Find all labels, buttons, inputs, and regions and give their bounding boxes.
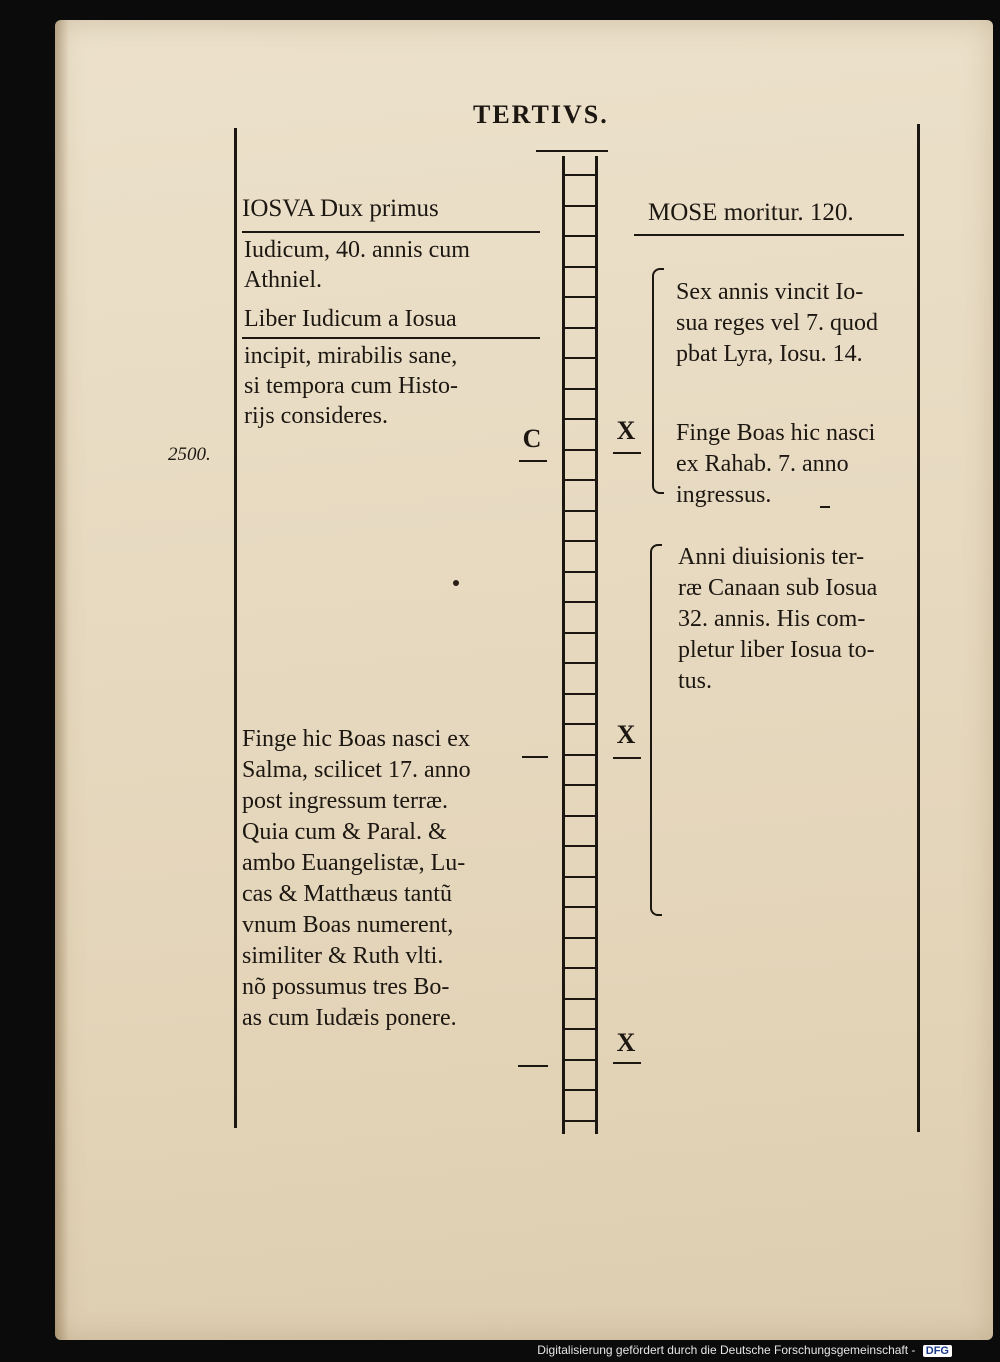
ladder-rung bbox=[565, 418, 595, 420]
text-line: nõ possumus tres Bo- bbox=[242, 974, 450, 1000]
text-line: rijs consideres. bbox=[244, 403, 388, 429]
ladder-rung bbox=[565, 754, 595, 756]
ladder-rung bbox=[565, 815, 595, 817]
text-line: post ingressum terræ. bbox=[242, 788, 448, 814]
right-heading: MOSE moritur. 120. bbox=[648, 199, 854, 226]
ladder-rung bbox=[565, 937, 595, 939]
left-block2-underline bbox=[242, 337, 540, 339]
x-marker-3: X bbox=[616, 1028, 636, 1057]
x-marker-2-bar bbox=[613, 757, 641, 759]
ladder-rung bbox=[565, 540, 595, 542]
c-marker: C bbox=[522, 424, 542, 453]
right-heading-underline bbox=[634, 234, 904, 236]
ladder-rung bbox=[565, 723, 595, 725]
left-tick bbox=[518, 1065, 548, 1067]
text-line: Salma, scilicet 17. anno bbox=[242, 757, 471, 783]
text-line: as cum Iudæis ponere. bbox=[242, 1005, 457, 1031]
right-block1 bbox=[676, 277, 878, 370]
left-column-rule bbox=[234, 128, 237, 1128]
left-block2-heading: Liber Iudicum a Iosua bbox=[244, 306, 457, 332]
left-heading-underline bbox=[242, 231, 540, 233]
footer-text: Digitalisierung gefördert durch die Deutsche Forschungsgemeinschaft - bbox=[537, 1343, 916, 1357]
ladder-rung bbox=[565, 662, 595, 664]
ladder-rung bbox=[565, 998, 595, 1000]
ladder-left-rail bbox=[562, 156, 565, 1134]
ladder-rung bbox=[565, 601, 595, 603]
ladder-rung bbox=[565, 1120, 595, 1122]
year-marker: 2500. bbox=[168, 444, 211, 465]
text-line: si tempora cum Histo- bbox=[244, 373, 458, 399]
text-line: sua reges vel 7. quod bbox=[676, 310, 878, 336]
ladder-rung bbox=[565, 967, 595, 969]
ladder-rung bbox=[565, 571, 595, 573]
ladder-rung bbox=[565, 1028, 595, 1030]
ink-spot bbox=[453, 580, 459, 586]
left-heading: IOSVA Dux primus bbox=[242, 195, 439, 222]
left-block3 bbox=[242, 724, 471, 1034]
right-brace-2 bbox=[650, 544, 662, 916]
text-line: ræ Canaan sub Iosua bbox=[678, 575, 878, 601]
ladder-rung bbox=[565, 357, 595, 359]
ladder-right-rail bbox=[595, 156, 598, 1134]
small-tick bbox=[820, 506, 830, 508]
text-line: ambo Euangelistæ, Lu- bbox=[242, 850, 466, 876]
ladder-rung bbox=[565, 784, 595, 786]
x-marker-1: X bbox=[616, 416, 636, 445]
ladder-rung bbox=[565, 235, 595, 237]
right-column-rule bbox=[917, 124, 920, 1132]
dfg-logo: DFG bbox=[923, 1345, 952, 1357]
ladder-rung bbox=[565, 1059, 595, 1061]
ladder-rung bbox=[565, 449, 595, 451]
right-brace-1 bbox=[652, 268, 664, 494]
text-line: Anni diuisionis ter- bbox=[678, 544, 865, 570]
text-line: Sex annis vincit Io- bbox=[676, 279, 864, 305]
ladder-rung bbox=[565, 876, 595, 878]
x-marker-2: X bbox=[616, 720, 636, 749]
text-line: Iudicum, 40. annis cum bbox=[244, 237, 470, 263]
right-block3 bbox=[678, 542, 877, 697]
digitization-footer bbox=[537, 1343, 952, 1357]
ladder-rung bbox=[565, 693, 595, 695]
text-line: ingressus. bbox=[676, 482, 772, 508]
text-line: 32. annis. His com- bbox=[678, 606, 866, 632]
ladder-rung bbox=[565, 632, 595, 634]
left-block2 bbox=[244, 341, 458, 431]
text-line: pletur liber Iosua to- bbox=[678, 637, 875, 663]
text-line: pbat Lyra, Iosu. 14. bbox=[676, 341, 863, 367]
ladder-rung bbox=[565, 845, 595, 847]
left-tick bbox=[522, 756, 548, 758]
running-head: TERTIVS. bbox=[473, 100, 609, 129]
text-line: vnum Boas numerent, bbox=[242, 912, 454, 938]
ladder-rung bbox=[565, 479, 595, 481]
text-line: incipit, mirabilis sane, bbox=[244, 343, 458, 369]
ladder-rung bbox=[565, 1089, 595, 1091]
x-marker-1-bar bbox=[613, 452, 641, 454]
text-line: ex Rahab. 7. anno bbox=[676, 451, 849, 477]
ladder-rung bbox=[565, 327, 595, 329]
left-block1 bbox=[244, 235, 470, 295]
ladder-rung bbox=[565, 174, 595, 176]
ladder-rung bbox=[565, 205, 595, 207]
c-marker-bar bbox=[519, 460, 547, 462]
ladder-rung bbox=[565, 510, 595, 512]
text-line: Finge hic Boas nasci ex bbox=[242, 726, 470, 752]
x-marker-3-bar bbox=[613, 1062, 641, 1064]
text-line: tus. bbox=[678, 668, 713, 694]
ladder-rung bbox=[565, 266, 595, 268]
ladder-rung bbox=[565, 906, 595, 908]
text-line: Athniel. bbox=[244, 267, 322, 293]
text-line: Quia cum & Paral. & bbox=[242, 819, 447, 845]
text-line: Finge Boas hic nasci bbox=[676, 420, 876, 446]
ladder-rung bbox=[565, 388, 595, 390]
text-line: cas & Matthæus tantũ bbox=[242, 881, 452, 907]
right-block2 bbox=[676, 418, 875, 511]
text-line: similiter & Ruth vlti. bbox=[242, 943, 444, 969]
ladder-rung bbox=[565, 296, 595, 298]
page-gutter-shadow bbox=[55, 20, 69, 1340]
ladder-top-bar bbox=[536, 150, 608, 152]
